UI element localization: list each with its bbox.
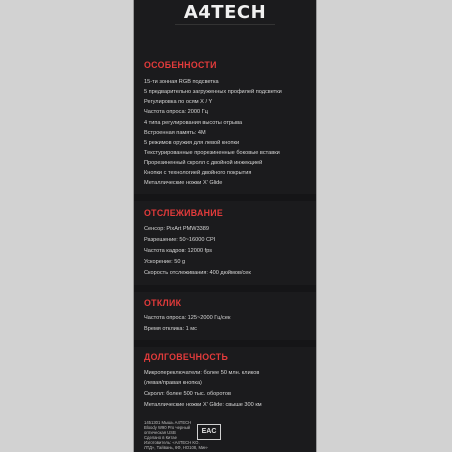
durability-title: ДОЛГОВЕЧНОСТЬ <box>144 352 229 362</box>
feature-item: Металлические ножки X' Glide <box>144 180 223 186</box>
feature-item: Текстурированные прорезиненные боковые вставки <box>144 150 280 156</box>
feature-item: Кнопки с технологией двойного покрытия <box>144 170 252 176</box>
label-line: ЛТД», Тайвань, 6Ф, НО108, Мин- <box>144 445 208 450</box>
response-item: Частота опроса: 125~2000 Гц/сек <box>144 315 231 321</box>
product-box-back <box>134 0 316 452</box>
feature-item: 15-ти зонная RGB подсветка <box>144 79 219 85</box>
section-separator <box>134 285 316 292</box>
durability-item: Микропереключатели: более 50 млн. кликов <box>144 370 260 376</box>
label-line: оптическая USB <box>144 430 176 435</box>
tracking-item: Частота кадров: 12000 fps <box>144 248 213 254</box>
feature-item: Встроенная память: 4M <box>144 130 206 136</box>
response-item: Время отклика: 1 мс <box>144 326 197 332</box>
section-separator <box>134 340 316 347</box>
feature-item: 5 предварительно загруженных профилей подсветки <box>144 89 282 95</box>
tracking-item: Скорость отслеживания: 400 дюймов/сек <box>144 270 251 276</box>
tracking-title: ОТСЛЕЖИВАНИЕ <box>144 208 224 218</box>
durability-item: Металлические ножки X' Glide: свыше 300 км <box>144 402 262 408</box>
eac-mark: EAC <box>197 424 221 440</box>
feature-item: 5 режимов оружия для левой кнопки <box>144 140 240 146</box>
durability-item: (левая/правая кнопка) <box>144 380 202 386</box>
tracking-item: Сенсор: PixArt PMW3389 <box>144 226 210 232</box>
feature-item: 4 типа регулирования высоты отрыва <box>144 120 243 126</box>
label-line: Bloody W90 Pro черный <box>144 425 190 430</box>
response-title: ОТКЛИК <box>144 298 182 308</box>
feature-item: Прорезиненный скролл с двойной инжекцией <box>144 160 263 166</box>
tracking-item: Ускорение: 50 g <box>144 259 186 265</box>
features-title: ОСОБЕННОСТИ <box>144 60 217 70</box>
logo-divider <box>175 24 275 25</box>
durability-item: Скролл: более 500 тыс. оборотов <box>144 391 231 397</box>
brand-logo: A4TECH <box>183 2 267 23</box>
tracking-item: Разрешение: 50~16000 CPI <box>144 237 216 243</box>
label-line: 1451301 Мышь A4TECH <box>144 420 192 425</box>
label-line: Сделано в Китае <box>144 435 177 440</box>
feature-item: Регулировка по осям X / Y <box>144 99 213 105</box>
section-separator <box>134 194 316 201</box>
label-line: Изготовитель: «A4TECH KO. <box>144 440 200 445</box>
feature-item: Частота опроса: 2000 Гц <box>144 109 208 115</box>
